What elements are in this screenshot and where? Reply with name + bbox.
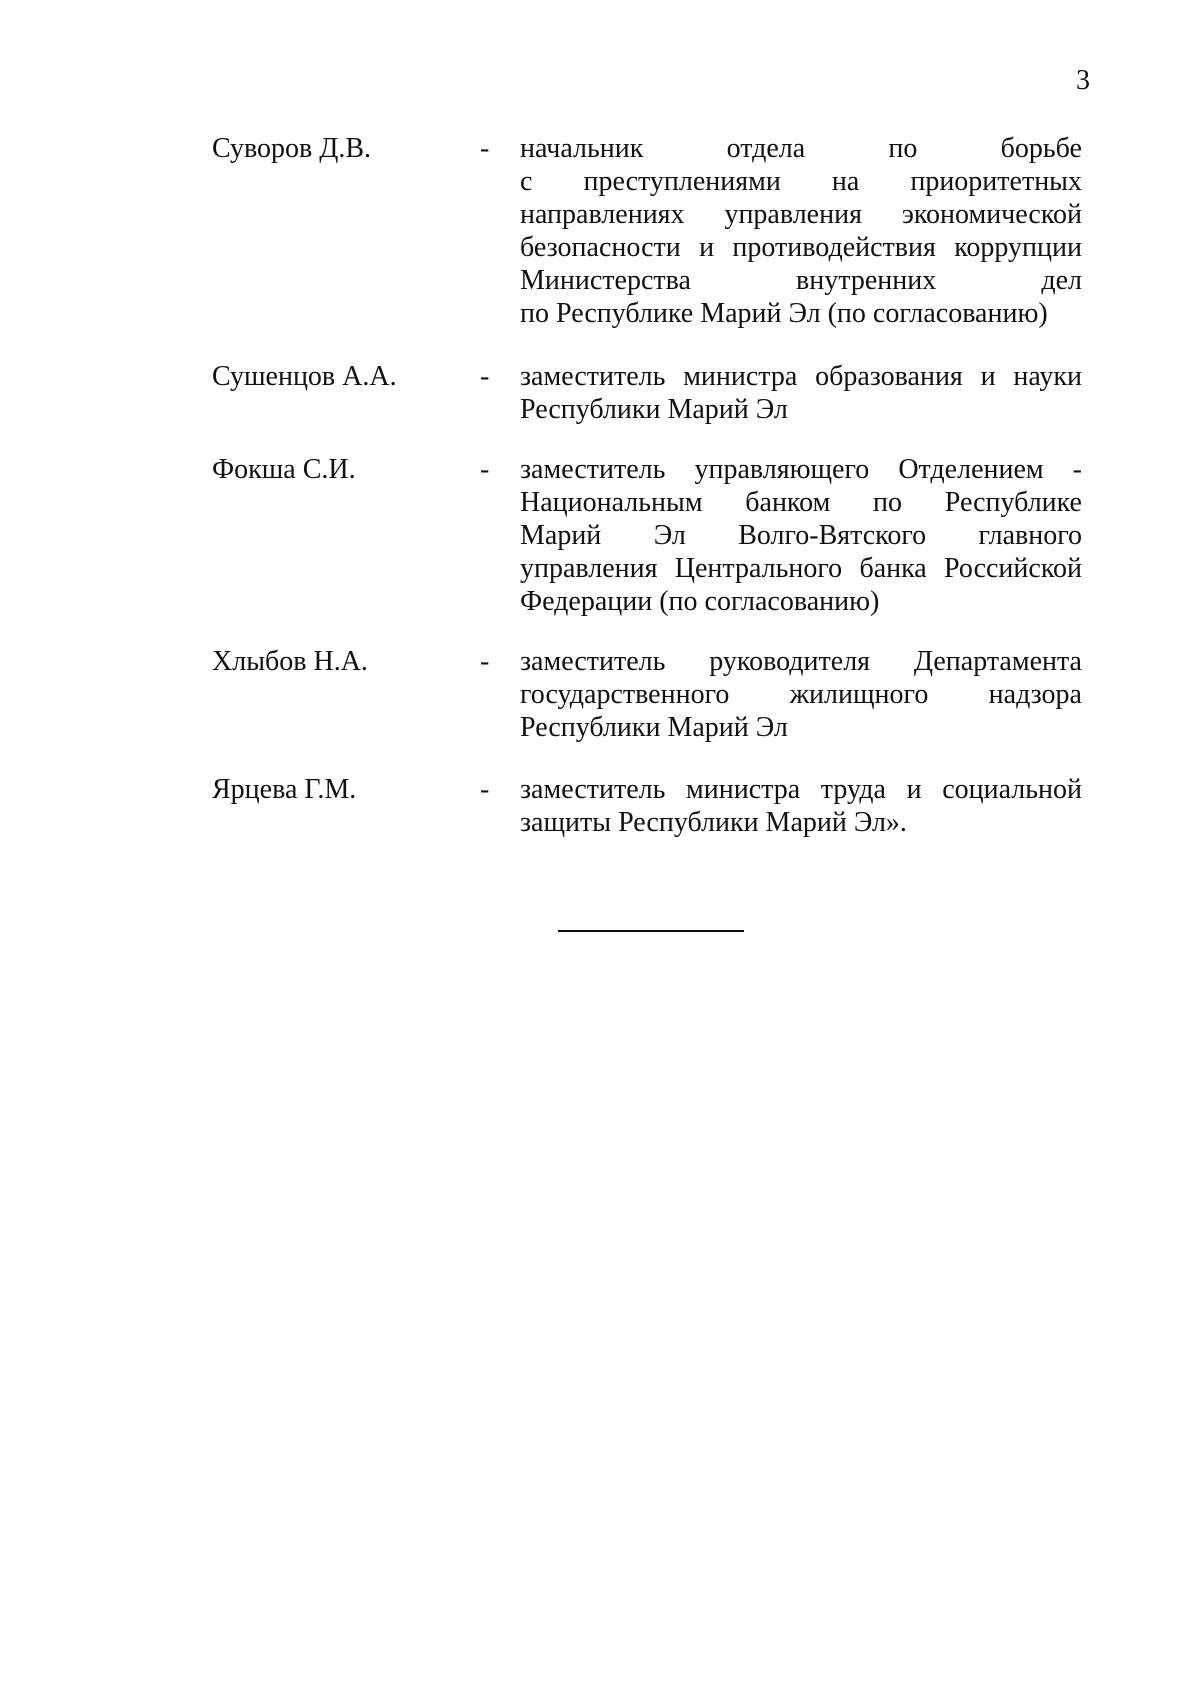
entry-dash: -	[480, 646, 490, 677]
member-name: Суворов Д.В.	[212, 133, 372, 164]
position-line: Марий Эл Волго-Вятского главного	[520, 520, 1082, 551]
position-line: заместитель руководителя Департамента	[520, 646, 1082, 677]
member-name: Фокша С.И.	[212, 454, 356, 485]
member-name: Сушенцов А.А.	[212, 361, 397, 392]
position-line: государственного жилищного надзора	[520, 679, 1082, 710]
member-name: Хлыбов Н.А.	[212, 646, 368, 677]
entry-dash: -	[480, 133, 490, 164]
member-position	[520, 773, 1082, 839]
position-line: Федерации (по согласованию)	[520, 586, 880, 617]
position-line: направлениях управления экономической	[520, 199, 1082, 230]
entry-dash: -	[480, 454, 490, 485]
position-line: начальник отдела по борьбе	[520, 133, 1082, 164]
position-line: заместитель министра образования и науки	[520, 361, 1082, 392]
position-line: безопасности и противодействия коррупции	[520, 232, 1082, 263]
member-position	[520, 360, 1082, 426]
page-number: 3	[1076, 65, 1090, 96]
position-line: по Республике Марий Эл (по согласованию)	[520, 298, 1048, 329]
position-line: заместитель управляющего Отделением -	[520, 454, 1082, 485]
position-line: Министерства внутренних дел	[520, 265, 1082, 296]
position-line: Национальным банком по Республике	[520, 487, 1082, 518]
member-position	[520, 132, 1082, 330]
position-line: управления Центрального банка Российской	[520, 553, 1082, 584]
member-name: Ярцева Г.М.	[212, 774, 357, 805]
closing-divider	[558, 930, 744, 932]
position-line: заместитель министра труда и социальной	[520, 774, 1082, 805]
position-line: Республики Марий Эл	[520, 394, 788, 425]
member-position	[520, 453, 1082, 618]
entry-dash: -	[480, 774, 490, 805]
position-line: с преступлениями на приоритетных	[520, 166, 1082, 197]
entry-dash: -	[480, 361, 490, 392]
position-line: Республики Марий Эл	[520, 712, 788, 743]
position-line: защиты Республики Марий Эл».	[520, 807, 907, 838]
member-position	[520, 645, 1082, 744]
